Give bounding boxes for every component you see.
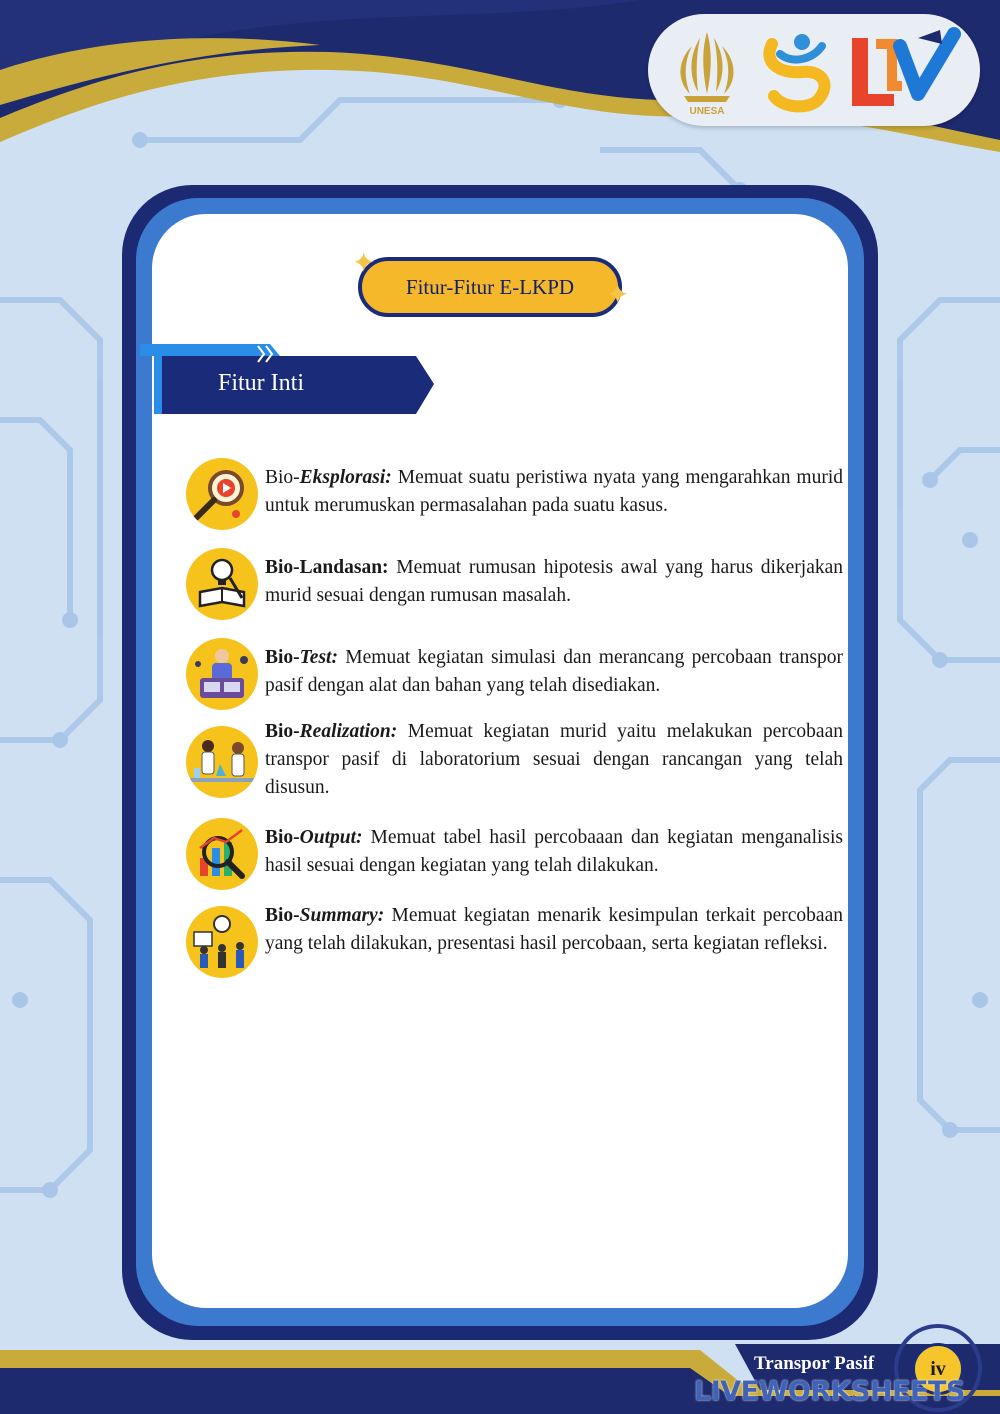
- unesa-logo-icon: [662, 24, 752, 116]
- sparkle-icon: ✦: [606, 278, 630, 311]
- section-title: Fitur Inti: [218, 370, 305, 396]
- logo-bar: [648, 14, 980, 126]
- feature-text: Bio-Output: Memuat tabel hasil percobaaan dan kegiatan menganalisis hasil sesuai dengan kegiatan yang telah dilakukan.: [265, 827, 844, 876]
- footer-title: Transpor Pasif: [754, 1353, 875, 1374]
- watermark: LIVEWORKSHEETS: [694, 1376, 965, 1407]
- lab-computer-icon: [186, 638, 258, 710]
- magnifier-play-icon: [186, 458, 258, 530]
- svg-text:UNESA: UNESA: [689, 106, 725, 116]
- feature-text: Bio-Eksplorasi: Memuat suatu peristiwa nyata yang mengarahkan murid untuk merumuskan permasalahan pada suatu kasus.: [265, 467, 843, 516]
- kurikulum-logo-icon: [752, 24, 842, 116]
- scientists-lab-icon: [186, 726, 258, 798]
- feature-text: Bio-Test: Memuat kegiatan simulasi dan merancang percobaan transpor pasif dengan alat dan bahan yang telah disediakan.: [265, 647, 843, 696]
- feature-text: Bio-Realization: Memuat kegiatan murid yaitu melakukan percobaan transpor pasif di laboratorium sesuai dengan rancangan yang telah disusun.: [265, 721, 843, 798]
- feature-text: Bio-Landasan: Memuat rumusan hipotesis awal yang harus dikerjakan murid sesuai dengan rumusan masalah.: [265, 557, 844, 606]
- team-idea-icon: [186, 906, 258, 978]
- page-number: iv: [912, 1343, 964, 1395]
- magnifier-chart-icon: [186, 818, 258, 890]
- lightbulb-book-icon: [186, 548, 258, 620]
- sparkle-icon: ✦: [352, 246, 376, 279]
- page-title: Fitur-Fitur E-LKPD: [358, 257, 622, 317]
- lv-logo-icon: [842, 24, 962, 116]
- feature-text: Bio-Summary: Memuat kegiatan menarik kesimpulan terkait percobaan yang telah dilakukan, presentasi hasil percobaan, serta kegiatan refleksi.: [265, 905, 843, 954]
